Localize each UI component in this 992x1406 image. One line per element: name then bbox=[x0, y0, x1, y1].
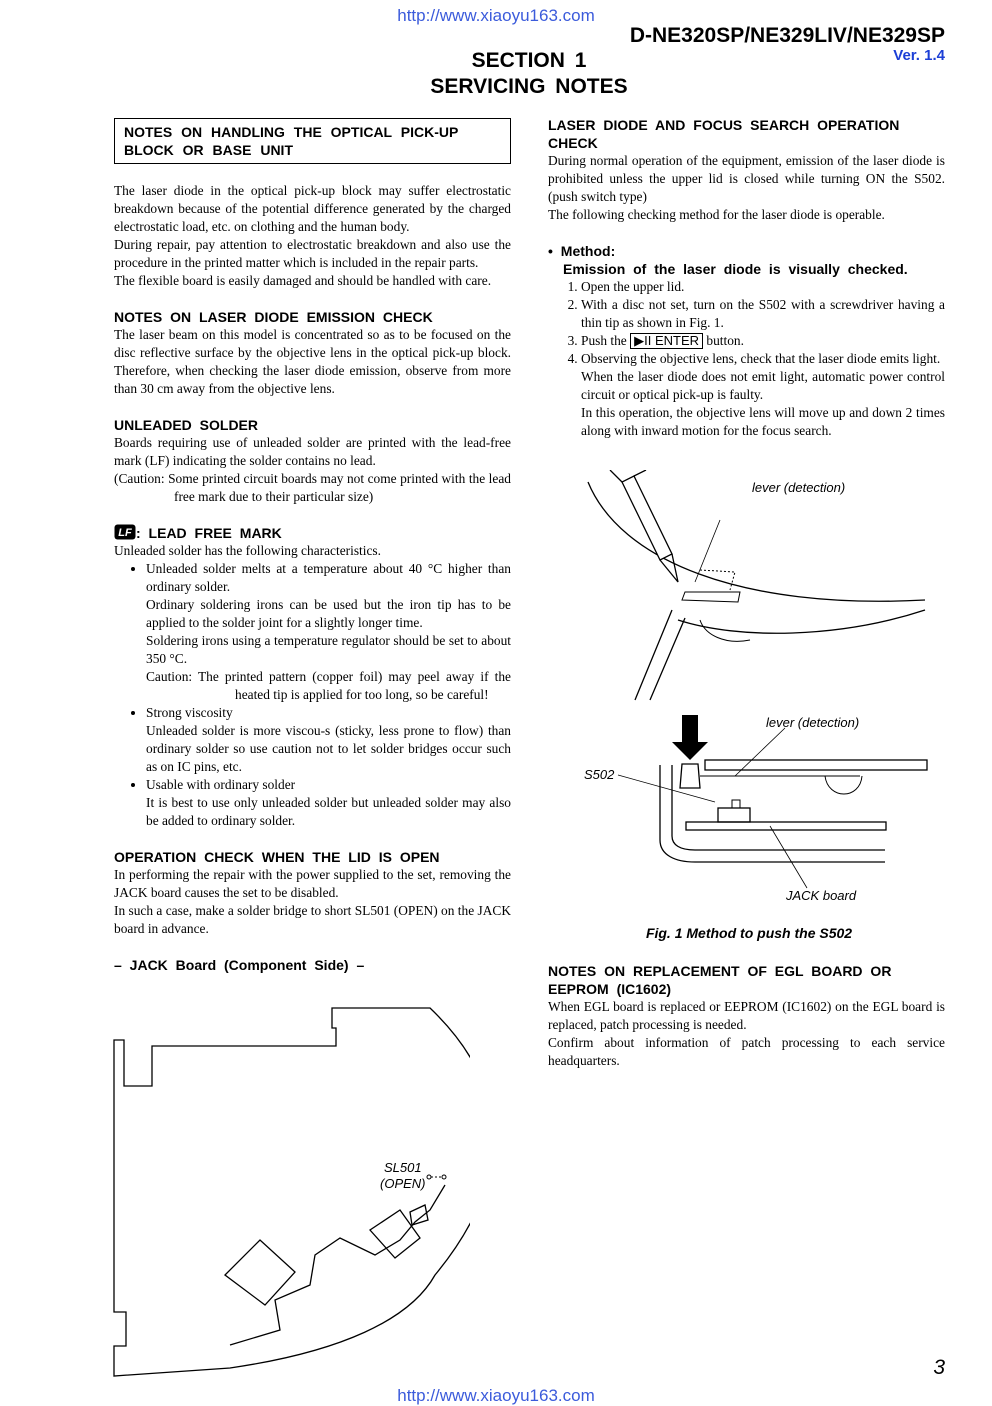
laser-focus-paragraph-1: During normal operation of the equipment, emission of the laser diode is prohibited unless the upper lid is closed while turning ON the S502. (push switch type) bbox=[548, 153, 945, 204]
optical-pickup-notes-title: NOTES ON HANDLING THE OPTICAL PICK-UP BLOCK OR BASE UNIT bbox=[114, 118, 511, 164]
viscosity-title: • Strong viscosity bbox=[146, 705, 233, 720]
bottom-url[interactable]: http://www.xiaoyu163.com bbox=[397, 1386, 595, 1405]
list-item bbox=[581, 332, 945, 350]
page-title: SERVICING NOTES bbox=[430, 75, 628, 98]
section-number: SECTION 1 bbox=[471, 49, 587, 72]
laser-emission-paragraph: The laser beam on this model is concentrated so as to be focused on the disc reflective surface by the objective lens in the optical pick-up block. Therefore, when checking the laser diode emission, observe from more than 30 cm away from the objective lens. bbox=[114, 327, 511, 396]
jack-board-outline bbox=[114, 1008, 470, 1376]
screwdriver-icon bbox=[610, 470, 678, 582]
egl-heading: NOTES ON REPLACEMENT OF EGL BOARD OR EEPROM (IC1602) bbox=[548, 963, 892, 997]
operation-check-paragraph-2: In such a case, make a solder bridge to short SL501 (OPEN) on the JACK board in advance. bbox=[114, 903, 511, 936]
operation-check-heading: OPERATION CHECK WHEN THE LID IS OPEN bbox=[114, 849, 440, 865]
page-number: 3 bbox=[933, 1356, 945, 1379]
egl-paragraph-2: Confirm about information of patch processing to each service headquarters. bbox=[548, 1035, 945, 1068]
svg-text:LF: LF bbox=[118, 527, 132, 539]
laser-emission-heading: NOTES ON LASER DIODE EMISSION CHECK bbox=[114, 309, 433, 325]
lead-free-icon bbox=[114, 524, 136, 540]
jack-board-label: JACK board bbox=[786, 888, 857, 903]
sl501-open-label: (OPEN) bbox=[380, 1176, 426, 1191]
s502-label: S502 bbox=[584, 767, 615, 782]
jack-board-title: – JACK Board (Component Side) – bbox=[114, 957, 365, 973]
lead-free-mark-heading bbox=[114, 524, 511, 542]
jack-board-diagram bbox=[100, 1000, 470, 1380]
ordinary-solder-title: • Usable with ordinary solder bbox=[146, 777, 296, 792]
list-item bbox=[146, 560, 511, 704]
operation-check-paragraph-1: In performing the repair with the power supplied to the set, removing the JACK board causes the set to be disabled. bbox=[114, 867, 511, 900]
step3-suffix: button. bbox=[706, 333, 744, 348]
egl-paragraph-1: When EGL board is replaced or EEPROM (IC1602) on the EGL board is replaced, patch processing is needed. bbox=[548, 999, 945, 1032]
list-item: 1. Open the upper lid. bbox=[581, 278, 945, 296]
top-url[interactable]: http://www.xiaoyu163.com bbox=[397, 6, 595, 25]
method-steps bbox=[548, 278, 945, 440]
handling-paragraph-3: The flexible board is easily damaged and should be handled with care. bbox=[114, 273, 492, 288]
lead-free-mark-label: : LEAD FREE MARK bbox=[136, 525, 282, 541]
step3-prefix: Push the bbox=[581, 333, 627, 348]
list-item: 2. With a disc not set, turn on the S502 with a screwdriver having a thin tip as shown in Fig. 1. bbox=[581, 296, 945, 332]
step4-focus-text: In this operation, the objective lens will move up and down 2 times along with inward motion for the focus search. bbox=[581, 405, 945, 438]
sl501-label: SL501 bbox=[384, 1160, 422, 1175]
right-column-lower bbox=[548, 924, 945, 1070]
enter-button: ▶II ENTER bbox=[630, 333, 703, 349]
method-label: Method: bbox=[560, 243, 616, 259]
list-item bbox=[146, 776, 511, 830]
ordinary-solder-text: It is best to use only unleaded solder but unleaded solder may also be added to ordinary solder. bbox=[146, 795, 511, 828]
regulator-text: Soldering irons using a temperature regulator should be set to about 350 °C. bbox=[146, 633, 511, 666]
lever-detection-label-1: lever (detection) bbox=[752, 480, 846, 495]
unleaded-solder-paragraph: Boards requiring use of unleaded solder are printed with the lead-free mark (LF) indicating the solder contains no lead. bbox=[114, 435, 511, 468]
arrow-down-icon bbox=[672, 715, 708, 760]
unleaded-solder-caution: (Caution: Some printed circuit boards may not come printed with the lead free mark due to their particular size) bbox=[114, 471, 511, 504]
solder-characteristics-list bbox=[114, 560, 511, 830]
method-subheading: Emission of the laser diode is visually checked. bbox=[563, 261, 908, 277]
melting-point-text: • Unleaded solder melts at a temperature about 40 °C higher than ordinary solder. bbox=[146, 561, 511, 594]
viscosity-text: Unleaded solder is more viscou-s (sticky, less prone to flow) than ordinary solder so use caution not to let solder bridges occur such as on IC pins, etc. bbox=[146, 723, 511, 774]
version-label: Ver. 1.4 bbox=[893, 47, 945, 64]
handling-paragraph-2: During repair, pay attention to electrostatic breakdown and also use the procedure in the printed matter which is included in the repair parts. bbox=[114, 237, 511, 270]
step4-fault-text: When the laser diode does not emit light, automatic power control circuit or optical pick-up is faulty. bbox=[581, 369, 945, 402]
step4-text: 4. Observing the objective lens, check that the laser diode emits light. bbox=[581, 351, 941, 366]
copper-caution-text: Caution: The printed pattern (copper foil) may peel away if the heated tip is applied for too long, so be careful! bbox=[146, 669, 511, 702]
method-heading: • Method: bbox=[548, 243, 616, 259]
right-column bbox=[548, 116, 945, 440]
lead-free-intro: Unleaded solder has the following characteristics. bbox=[114, 543, 381, 558]
left-column bbox=[114, 118, 511, 974]
fig1-caption: Fig. 1 Method to push the S502 bbox=[645, 925, 853, 941]
lever-detection-label-2: lever (detection) bbox=[766, 715, 860, 730]
laser-focus-paragraph-2: The following checking method for the laser diode is operable. bbox=[548, 207, 885, 222]
list-item bbox=[146, 704, 511, 776]
handling-paragraph-1: The laser diode in the optical pick-up block may suffer electrostatic breakdown because of the potential difference generated by the charged electrostatic load, etc. on clothing and the human body. bbox=[114, 183, 511, 234]
iron-tip-text: Ordinary soldering irons can be used but the iron tip has to be applied to the solder joint for a slightly longer time. bbox=[146, 597, 511, 630]
model-number: D-NE320SP/NE329LIV/NE329SP bbox=[629, 24, 945, 47]
unleaded-solder-heading: UNLEADED SOLDER bbox=[114, 417, 259, 433]
list-item bbox=[581, 350, 945, 440]
section-heading bbox=[0, 48, 992, 100]
fig1-diagram bbox=[560, 470, 945, 910]
laser-focus-heading: LASER DIODE AND FOCUS SEARCH OPERATION CHECK bbox=[548, 117, 900, 151]
